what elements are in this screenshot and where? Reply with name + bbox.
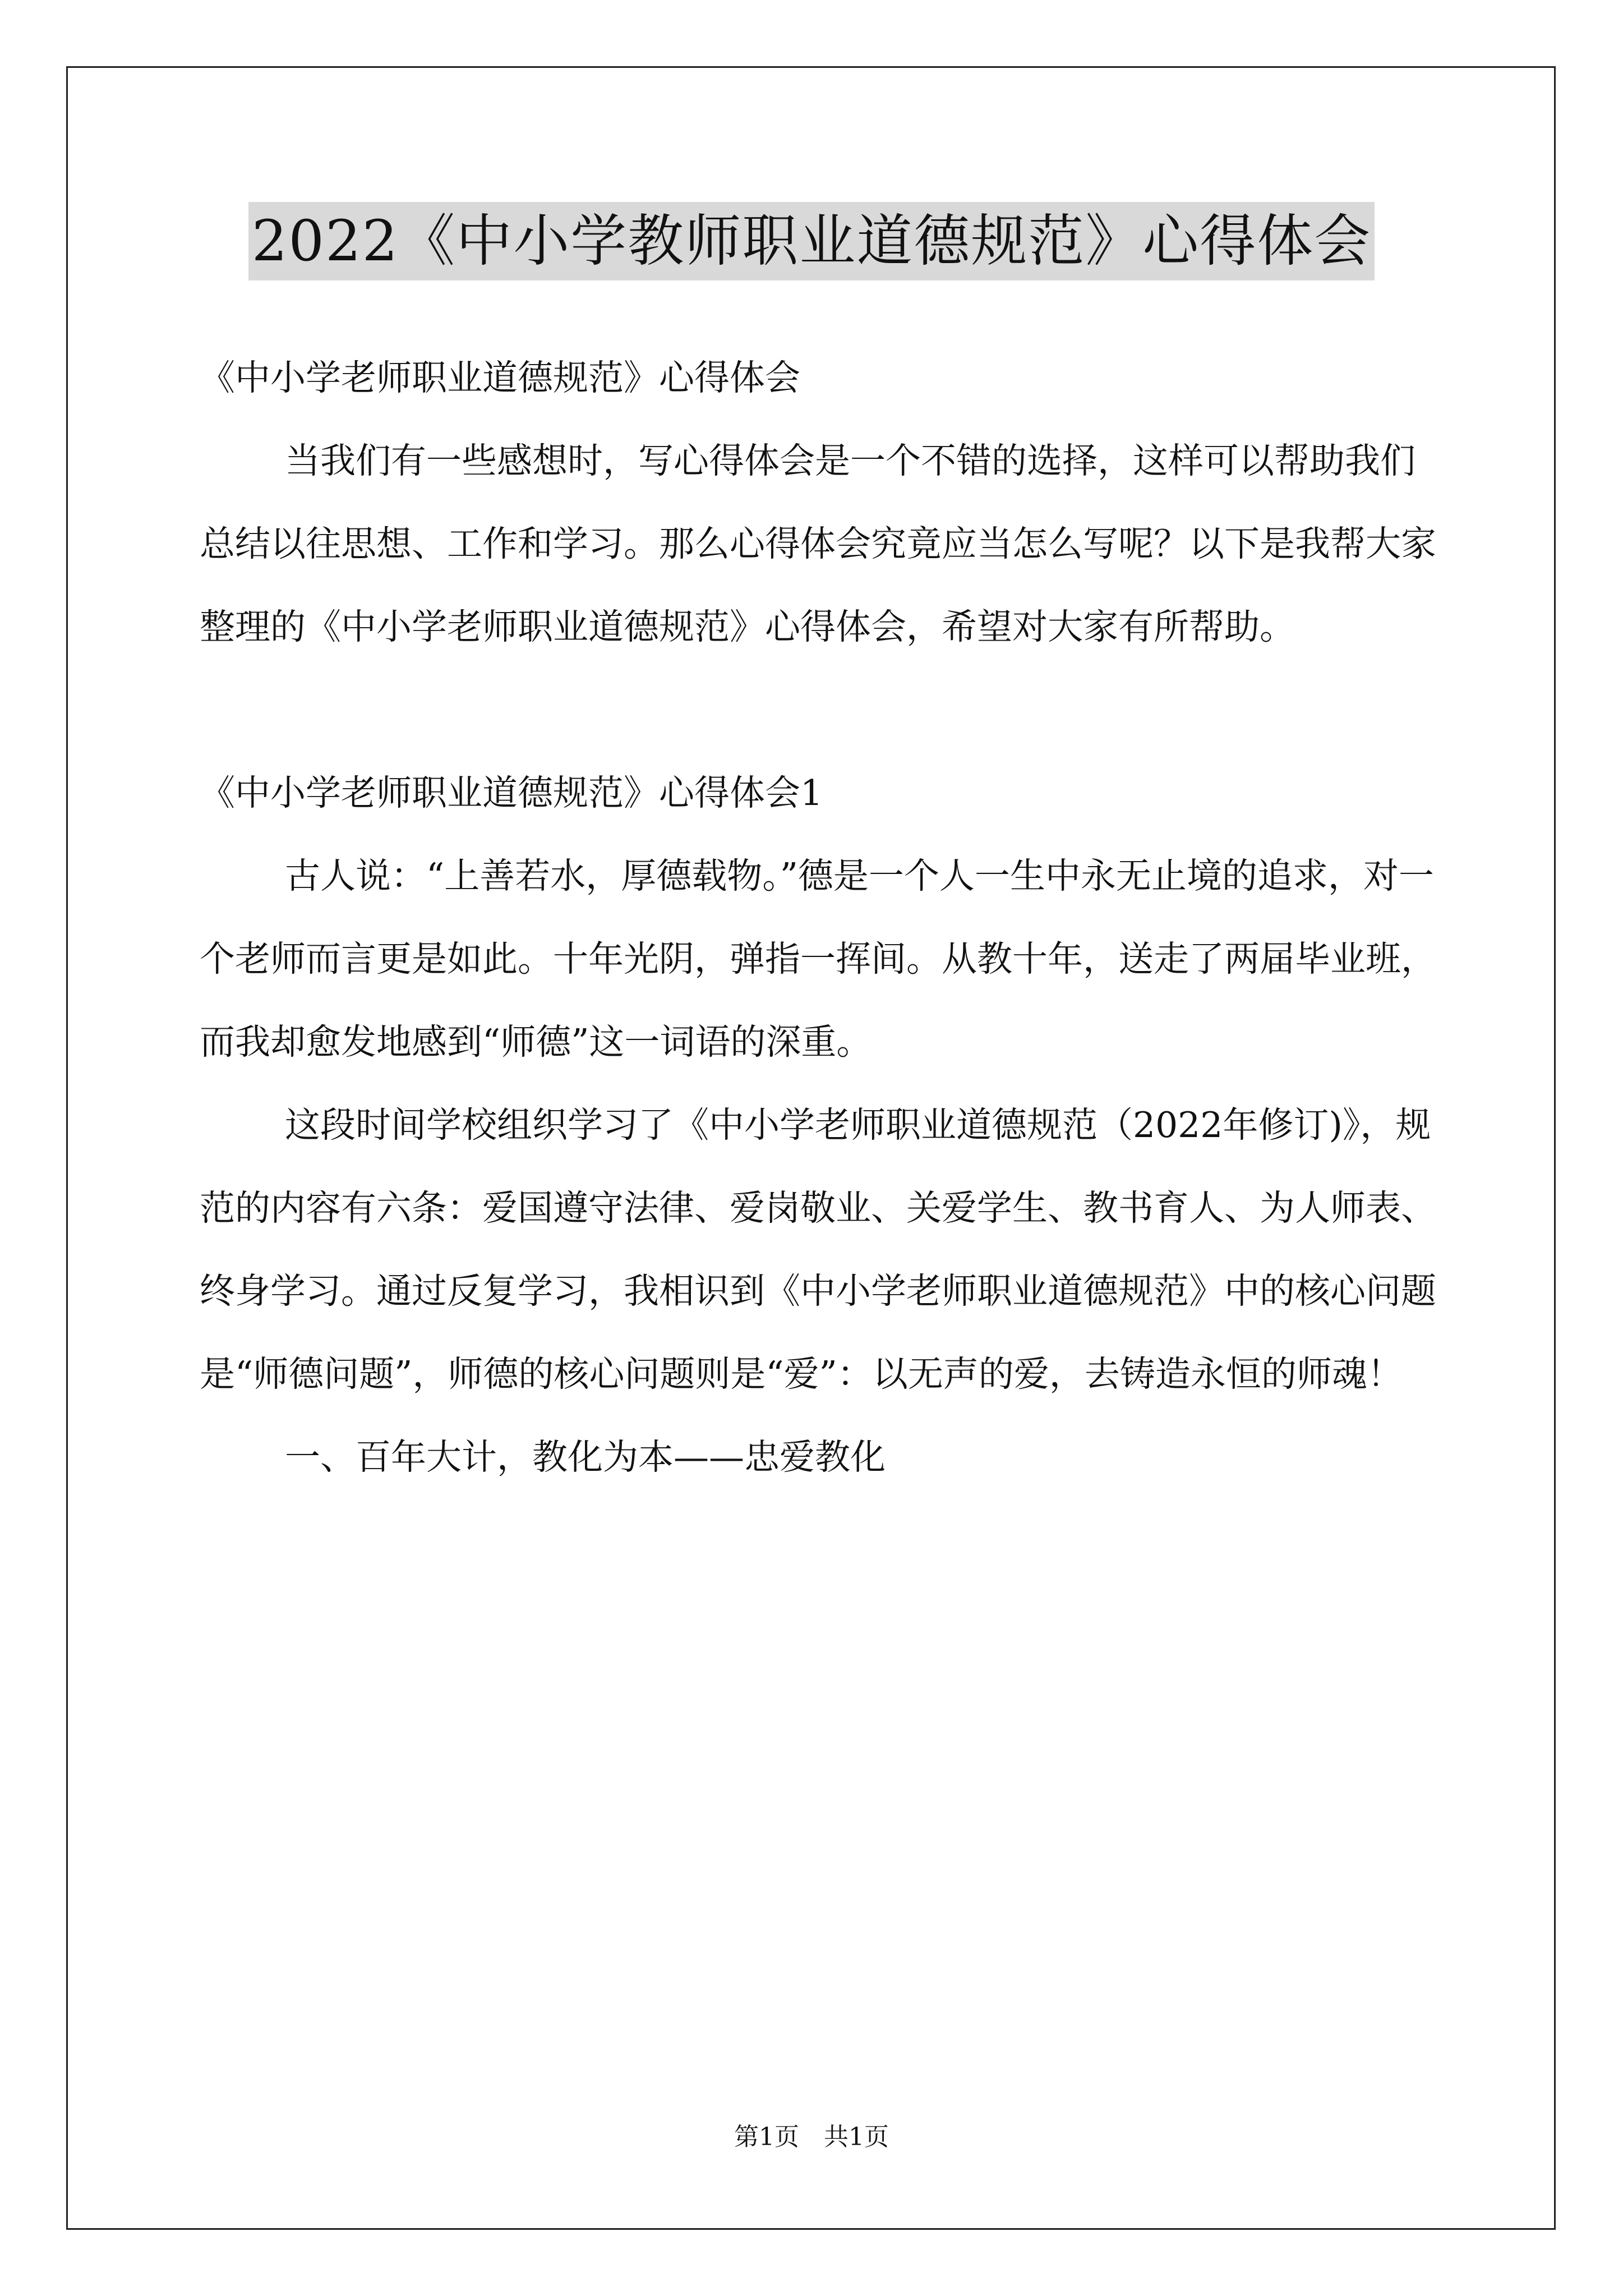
intro-paragraph: 当我们有一些感想时，写心得体会是一个不错的选择，这样可以帮助我们总结以往思想、工作和学习。那么心得体会究竟应当怎么写呢？以下是我帮大家整理的《中小学老师职业道德规范》心得体会，希望对大家有所帮助。 [200, 440, 1436, 647]
body-paragraph: 古人说：“上善若水，厚德载物。”德是一个人一生中永无止境的追求，对一个老师而言更是如此。十年光阴，弹指一挥间。从教十年，送走了两届毕业班，而我却愈发地感到“师德”这一词语的深重。 [200, 855, 1436, 1062]
section-spacer [200, 669, 1439, 752]
page-footer [0, 2120, 1623, 2154]
title-container [0, 202, 1623, 280]
section-heading: 《中小学老师职业道德规范》心得体会1 [200, 772, 823, 813]
document-subtitle: 《中小学老师职业道德规范》心得体会 [200, 357, 800, 398]
document-body [200, 337, 1439, 1499]
page-number: 第1页 共1页 [734, 2123, 889, 2151]
document-title: 2022《中小学教师职业道德规范》心得体会 [248, 202, 1375, 280]
body-paragraph: 一、百年大计，教化为本——忠爱教化 [285, 1437, 886, 1478]
body-paragraph: 这段时间学校组织学习了《中小学老师职业道德规范（2022年修订)》，规范的内容有六条：爱国遵守法律、爱岗敬业、关爱学生、教书育人、为人师表、终身学习。通过反复学习，我相识到《中小学老师职业道德规范》中的核心问题是“师德问题”，师德的核心问题则是“爱”：以无声的爱，去铸造永恒的师魂！ [200, 1105, 1436, 1395]
